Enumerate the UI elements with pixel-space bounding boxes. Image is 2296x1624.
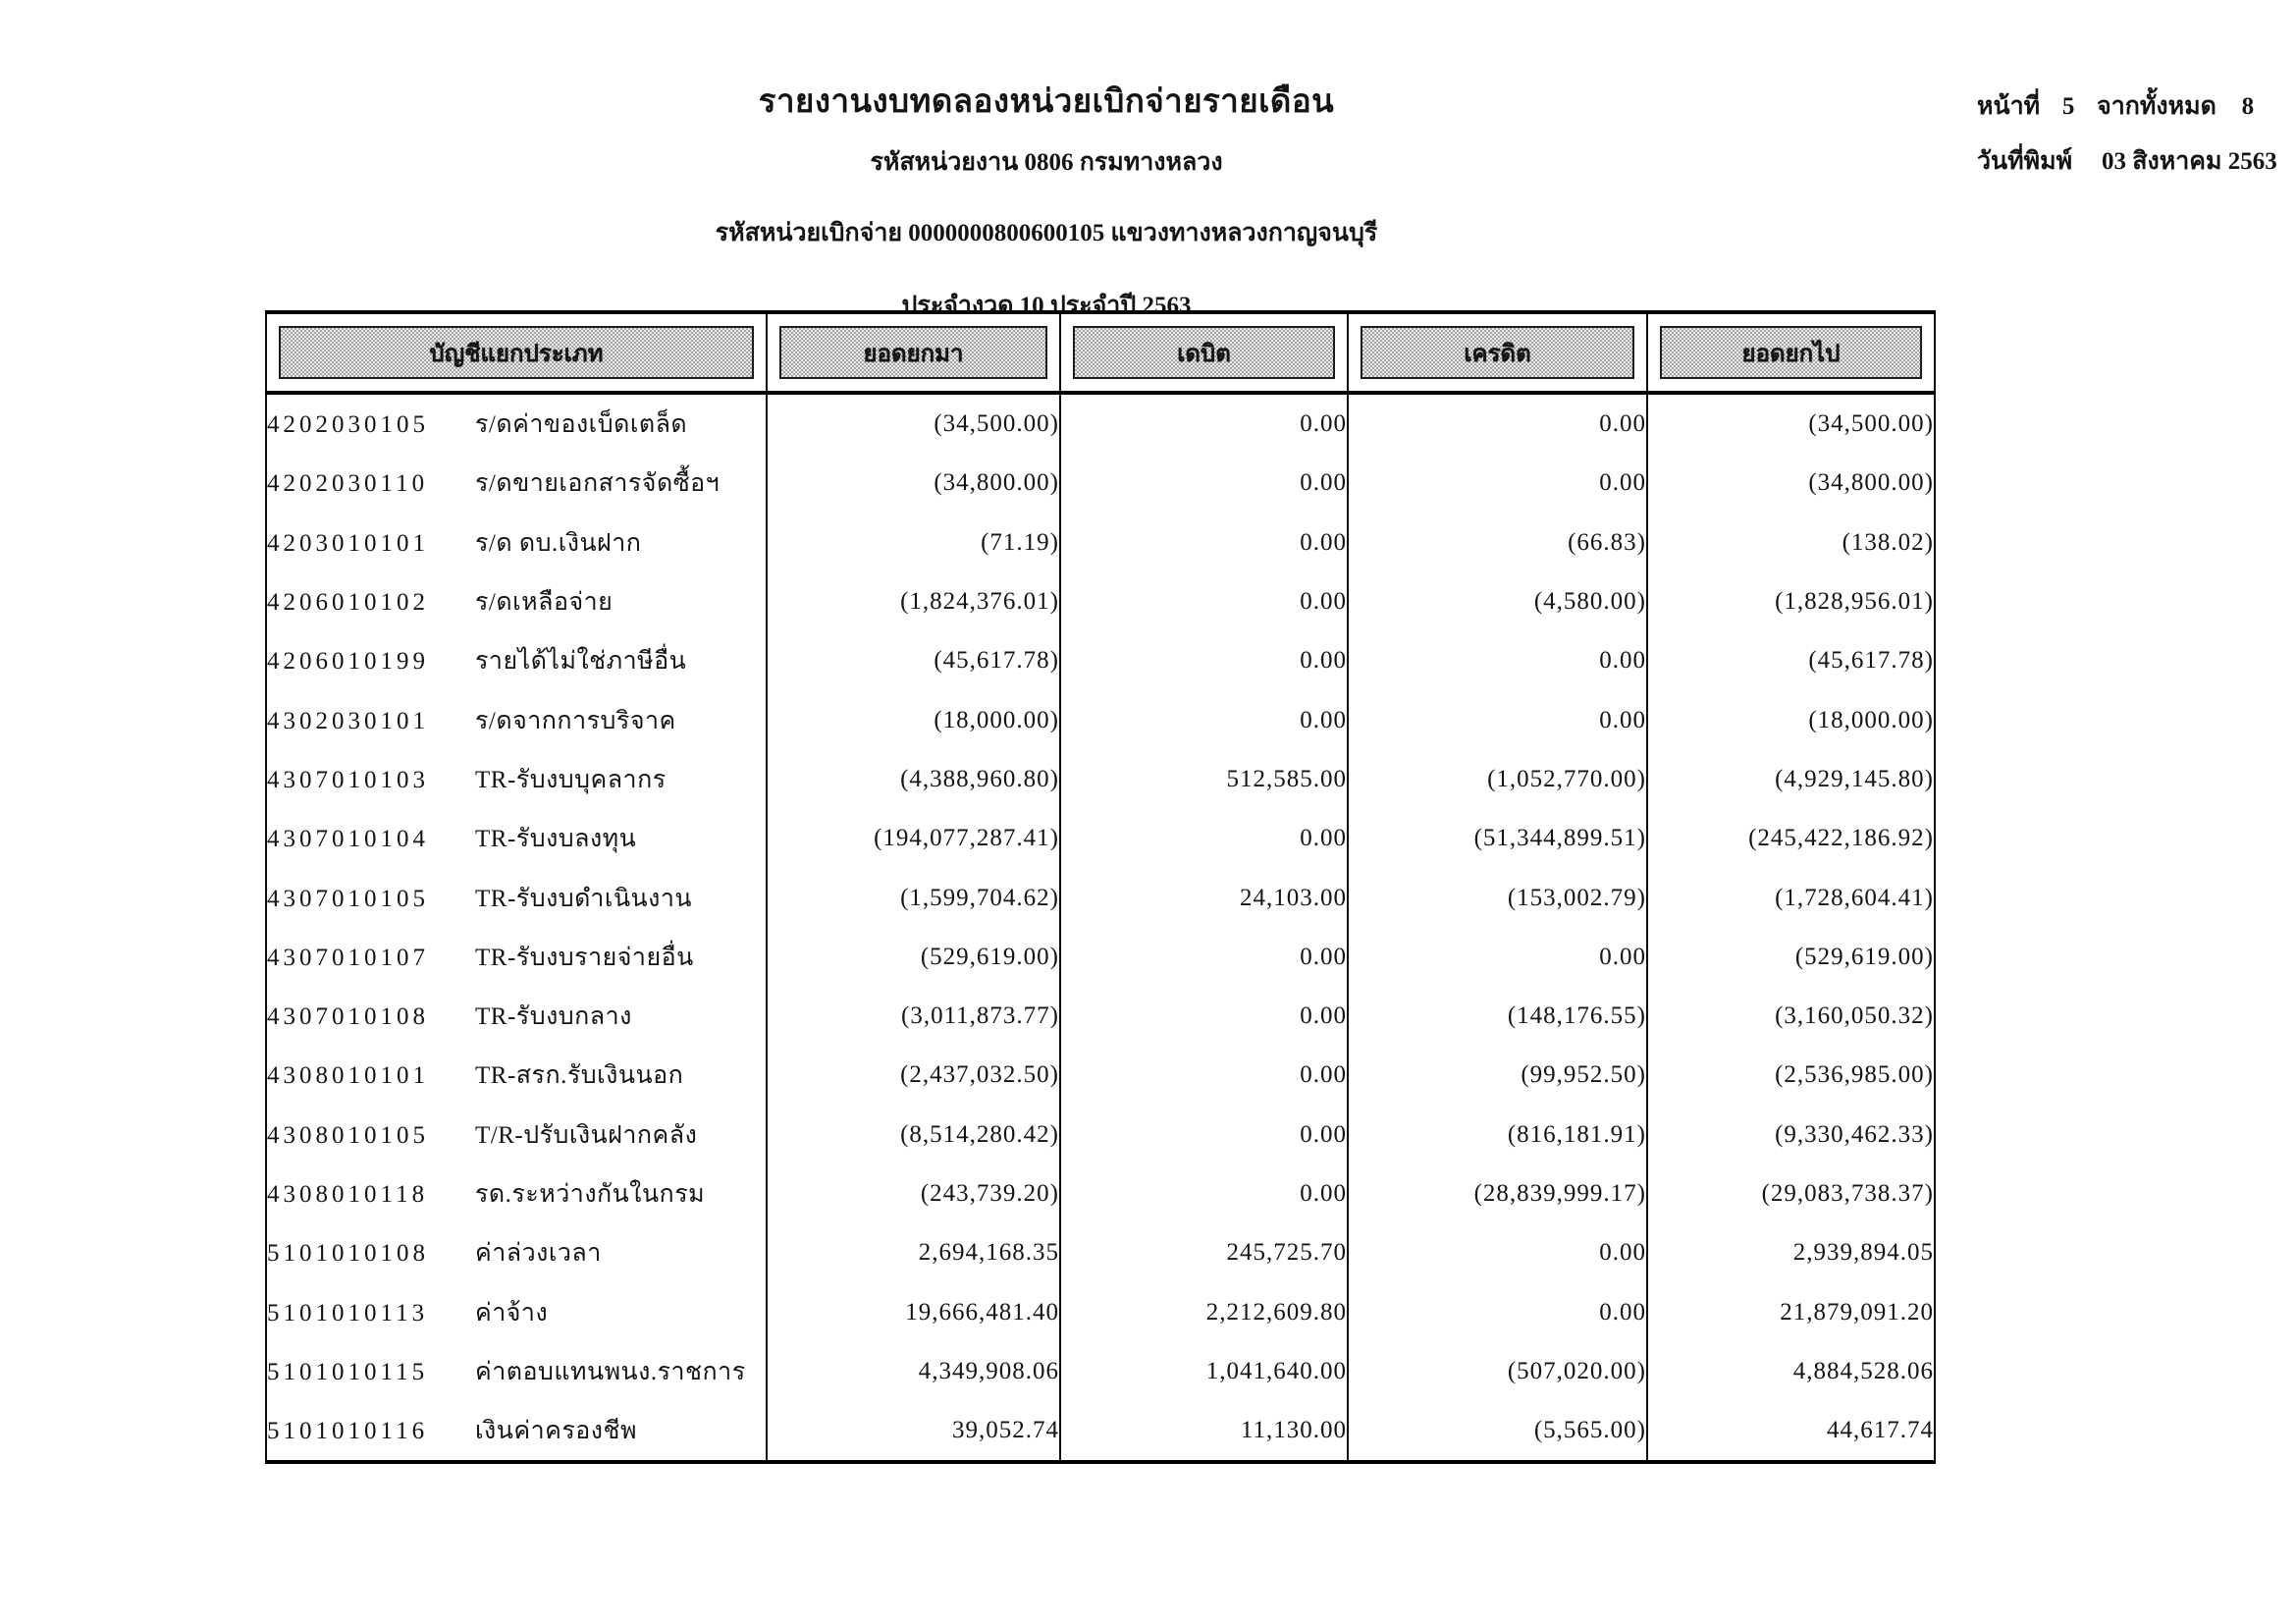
carry-forward-cell: 4,349,908.06 — [767, 1342, 1060, 1401]
debit-cell: 0.00 — [1060, 690, 1348, 749]
carry-out-cell: (3,160,050.32) — [1647, 987, 1935, 1046]
print-date: 03 สิงหาคม 2563 — [2102, 148, 2277, 175]
debit-cell: 1,041,640.00 — [1060, 1342, 1348, 1401]
credit-cell: 0.00 — [1348, 690, 1647, 749]
total-pages: 8 — [2241, 93, 2255, 120]
account-cell — [266, 750, 767, 809]
account-name: ค่าตอบแทนพนง.ราชการ — [475, 1358, 746, 1385]
header-cell-account — [266, 312, 767, 393]
credit-cell: 0.00 — [1348, 1223, 1647, 1282]
debit-cell: 0.00 — [1060, 987, 1348, 1046]
account-name: ร/ดเหลือจ่าย — [475, 589, 614, 617]
account-cell — [266, 690, 767, 749]
carry-forward-cell: 2,694,168.35 — [767, 1223, 1060, 1282]
report-title: รายงานงบทดลองหน่วยเบิกจ่ายรายเดือน — [758, 84, 1335, 120]
account-name: TR-รับงบบุคลากร — [475, 766, 667, 793]
carry-forward-cell: (45,617.78) — [767, 631, 1060, 690]
table-row — [266, 514, 1935, 572]
table-row — [266, 1164, 1935, 1223]
account-cell — [266, 631, 767, 690]
carry-out-cell: 21,879,091.20 — [1647, 1282, 1935, 1341]
account-cell — [266, 1046, 767, 1105]
page-number-row — [1977, 86, 2279, 126]
carry-forward-cell: (2,437,032.50) — [767, 1046, 1060, 1105]
header-row — [266, 312, 1935, 393]
credit-cell: (4,580.00) — [1348, 572, 1647, 631]
debit-cell: 0.00 — [1060, 514, 1348, 572]
carry-forward-cell: (243,739.20) — [767, 1164, 1060, 1223]
debit-cell: 512,585.00 — [1060, 750, 1348, 809]
carry-forward-cell: (71.19) — [767, 514, 1060, 572]
account-code: 4307010104 — [267, 826, 429, 853]
header-cell-carry-out — [1647, 312, 1935, 393]
table-row — [266, 1046, 1935, 1105]
trial-balance-table — [265, 310, 1936, 1464]
debit-cell: 0.00 — [1060, 631, 1348, 690]
account-name: TR-รับงบรายจ่ายอื่น — [475, 944, 694, 971]
carry-forward-cell: 19,666,481.40 — [767, 1282, 1060, 1341]
carry-forward-cell: 39,052.74 — [767, 1401, 1060, 1462]
debit-cell: 0.00 — [1060, 1106, 1348, 1164]
carry-forward-cell: (4,388,960.80) — [767, 750, 1060, 809]
carry-forward-cell: (3,011,873.77) — [767, 987, 1060, 1046]
account-name: เงินค่าครองชีพ — [475, 1418, 637, 1445]
carry-out-cell: (9,330,462.33) — [1647, 1106, 1935, 1164]
account-code: 5101010113 — [267, 1299, 429, 1326]
account-name: TR-รับงบกลาง — [475, 1003, 632, 1031]
total-pages-label: จากทั้งหมด — [2097, 93, 2216, 120]
account-cell — [266, 1401, 767, 1462]
table-row — [266, 750, 1935, 809]
table-row — [266, 690, 1935, 749]
table-row — [266, 1282, 1935, 1341]
carry-forward-cell: (18,000.00) — [767, 690, 1060, 749]
account-name: TR-สรก.รับเงินนอก — [475, 1062, 684, 1090]
account-cell — [266, 1106, 767, 1164]
debit-cell: 0.00 — [1060, 393, 1348, 454]
account-cell — [266, 1282, 767, 1341]
header-cell-credit — [1348, 312, 1647, 393]
credit-cell: (816,181.91) — [1348, 1106, 1647, 1164]
header-label-carry-out: ยอดยกไป — [1660, 326, 1922, 379]
carry-out-cell: (34,500.00) — [1647, 393, 1935, 454]
credit-cell: (28,839,999.17) — [1348, 1164, 1647, 1223]
print-date-label: วันที่พิมพ์ — [1977, 148, 2073, 175]
account-cell — [266, 1164, 767, 1223]
carry-out-cell: (29,083,738.37) — [1647, 1164, 1935, 1223]
carry-out-cell: (1,728,604.41) — [1647, 868, 1935, 927]
debit-cell: 0.00 — [1060, 1164, 1348, 1223]
period-line: ประจำงวด 10 ประจำปี 2563 — [901, 293, 1192, 319]
table-row — [266, 631, 1935, 690]
credit-cell: 0.00 — [1348, 454, 1647, 513]
agency-code-line: รหัสหน่วยงาน 0806 กรมทางหลวง — [870, 149, 1223, 176]
account-code: 4307010103 — [267, 766, 429, 793]
table-row — [266, 1342, 1935, 1401]
header-label-debit: เดบิต — [1073, 326, 1335, 379]
account-name: ค่าจ้าง — [475, 1299, 549, 1326]
account-code: 5101010115 — [267, 1358, 429, 1385]
debit-cell: 24,103.00 — [1060, 868, 1348, 927]
carry-out-cell: (45,617.78) — [1647, 631, 1935, 690]
carry-out-cell: (1,828,956.01) — [1647, 572, 1935, 631]
credit-cell: (148,176.55) — [1348, 987, 1647, 1046]
account-cell — [266, 868, 767, 927]
carry-out-cell: (34,800.00) — [1647, 454, 1935, 513]
account-code: 4307010105 — [267, 885, 429, 912]
debit-cell: 11,130.00 — [1060, 1401, 1348, 1462]
account-name: รายได้ไม่ใช่ภาษีอื่น — [475, 648, 687, 676]
credit-cell: (66.83) — [1348, 514, 1647, 572]
header-label-credit: เครดิต — [1361, 326, 1634, 379]
account-cell — [266, 928, 767, 987]
credit-cell: 0.00 — [1348, 1282, 1647, 1341]
table-row — [266, 928, 1935, 987]
account-code: 4308010101 — [267, 1062, 429, 1090]
table-row — [266, 987, 1935, 1046]
carry-out-cell: (2,536,985.00) — [1647, 1046, 1935, 1105]
credit-cell: (51,344,899.51) — [1348, 809, 1647, 868]
account-cell — [266, 454, 767, 513]
account-name: ร/ดจากการบริจาค — [475, 707, 676, 734]
carry-forward-cell: (194,077,287.41) — [767, 809, 1060, 868]
carry-forward-cell: (529,619.00) — [767, 928, 1060, 987]
header-cell-debit — [1060, 312, 1348, 393]
carry-forward-cell: (1,599,704.62) — [767, 868, 1060, 927]
account-cell — [266, 987, 767, 1046]
carry-forward-cell: (34,800.00) — [767, 454, 1060, 513]
credit-cell: 0.00 — [1348, 393, 1647, 454]
carry-forward-cell: (8,514,280.42) — [767, 1106, 1060, 1164]
table-row — [266, 1401, 1935, 1462]
carry-forward-cell: (1,824,376.01) — [767, 572, 1060, 631]
credit-cell: (153,002.79) — [1348, 868, 1647, 927]
page-number: 5 — [2061, 93, 2075, 120]
carry-forward-cell: (34,500.00) — [767, 393, 1060, 454]
table-row — [266, 454, 1935, 513]
carry-out-cell: (529,619.00) — [1647, 928, 1935, 987]
account-name: ร/ดค่าของเบ็ดเตล็ด — [475, 411, 688, 439]
carry-out-cell: (4,929,145.80) — [1647, 750, 1935, 809]
table-body — [266, 393, 1935, 1462]
account-code: 4302030101 — [267, 707, 429, 734]
account-code: 4202030110 — [267, 470, 429, 498]
debit-cell: 0.00 — [1060, 454, 1348, 513]
header-cell-carry-forward — [767, 312, 1060, 393]
account-cell — [266, 514, 767, 572]
account-code: 4308010105 — [267, 1121, 429, 1149]
credit-cell: (99,952.50) — [1348, 1046, 1647, 1105]
account-code: 4307010108 — [267, 1003, 429, 1031]
account-cell — [266, 809, 767, 868]
carry-out-cell: 2,939,894.05 — [1647, 1223, 1935, 1282]
account-name: T/R-ปรับเงินฝากคลัง — [475, 1121, 698, 1149]
credit-cell: (5,565.00) — [1348, 1401, 1647, 1462]
debit-cell: 0.00 — [1060, 809, 1348, 868]
account-cell — [266, 1223, 767, 1282]
account-name: รด.ระหว่างกันในกรม — [475, 1181, 706, 1208]
table-row — [266, 1223, 1935, 1282]
trial-balance-table-wrap — [265, 310, 1934, 1464]
account-code: 4307010107 — [267, 944, 429, 971]
account-name: ร/ด ดบ.เงินฝาก — [475, 529, 642, 557]
header-label-account: บัญชีแยกประเภท — [279, 326, 754, 379]
debit-cell: 0.00 — [1060, 572, 1348, 631]
account-name: ค่าล่วงเวลา — [475, 1240, 602, 1268]
page-label: หน้าที่ — [1977, 93, 2041, 120]
account-code: 5101010116 — [267, 1418, 429, 1445]
account-code: 4206010199 — [267, 648, 429, 676]
debit-cell: 2,212,609.80 — [1060, 1282, 1348, 1341]
account-name: TR-รับงบดำเนินงาน — [475, 885, 692, 912]
table-row — [266, 1106, 1935, 1164]
credit-cell: (507,020.00) — [1348, 1342, 1647, 1401]
account-name: TR-รับงบลงทุน — [475, 826, 637, 853]
debit-cell: 0.00 — [1060, 928, 1348, 987]
account-name: ร/ดขายเอกสารจัดซื้อฯ — [475, 470, 721, 498]
credit-cell: 0.00 — [1348, 631, 1647, 690]
table-row — [266, 809, 1935, 868]
account-code: 4206010102 — [267, 589, 429, 617]
account-cell — [266, 1342, 767, 1401]
debit-cell: 0.00 — [1060, 1046, 1348, 1105]
debit-cell: 245,725.70 — [1060, 1223, 1348, 1282]
account-cell — [266, 572, 767, 631]
table-row — [266, 572, 1935, 631]
account-code: 4308010118 — [267, 1181, 429, 1208]
carry-out-cell: 44,617.74 — [1647, 1401, 1935, 1462]
carry-out-cell: 4,884,528.06 — [1647, 1342, 1935, 1401]
account-code: 4202030105 — [267, 411, 429, 439]
account-code: 4203010101 — [267, 529, 429, 557]
credit-cell: (1,052,770.00) — [1348, 750, 1647, 809]
table-row — [266, 393, 1935, 454]
carry-out-cell: (138.02) — [1647, 514, 1935, 572]
account-cell — [266, 393, 767, 454]
disbursement-unit-line: รหัสหน่วยเบิกจ่าย 0000000800600105 แขวงทางหลวงกาญจนบุรี — [715, 220, 1378, 246]
carry-out-cell: (18,000.00) — [1647, 690, 1935, 749]
print-date-row — [1977, 141, 2279, 181]
carry-out-cell: (245,422,186.92) — [1647, 809, 1935, 868]
table-row — [266, 868, 1935, 927]
account-code: 5101010108 — [267, 1240, 429, 1268]
credit-cell: 0.00 — [1348, 928, 1647, 987]
page-info-block — [1977, 86, 2279, 196]
table-header — [266, 312, 1935, 393]
header-label-carry-forward: ยอดยกมา — [779, 326, 1047, 379]
